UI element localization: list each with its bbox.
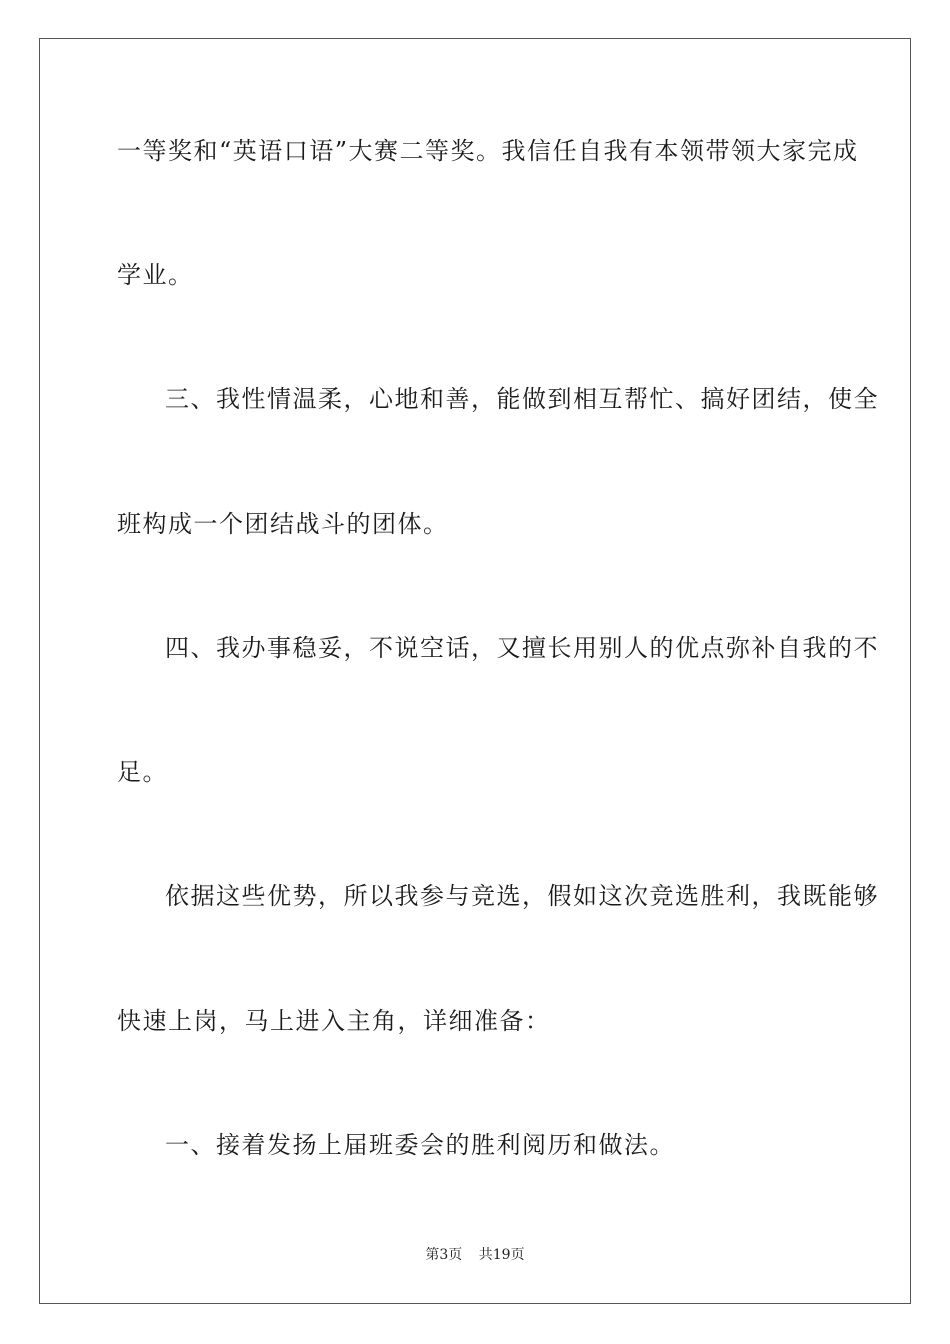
page-number: 第3页 (425, 1247, 463, 1263)
paragraph-start-line: 依据这些优势，所以我参与竞选，假如这次竞选胜利，我既能够 (165, 882, 879, 910)
text-line: 足。 (117, 758, 168, 786)
page-border (39, 38, 911, 1304)
paragraph-start-line: 一、接着发扬上届班委会的胜利阅历和做法。 (165, 1131, 675, 1159)
text-line: 班构成一个团结战斗的团体。 (117, 510, 449, 538)
paragraph-start-line: 三、我性情温柔，心地和善，能做到相互帮忙、搞好团结，使全 (165, 385, 879, 413)
text-line: 快速上岗，马上进入主角，详细准备： (117, 1007, 551, 1035)
text-line: 学业。 (117, 261, 194, 289)
text-line: 一等奖和“英语口语”大赛二等奖。我信任自我有本领带领大家完成 (117, 137, 859, 165)
page-total: 共19页 (478, 1247, 525, 1263)
page-footer (0, 1246, 950, 1264)
paragraph-start-line: 四、我办事稳妥，不说空话，又擅长用别人的优点弥补自我的不 (165, 634, 879, 662)
